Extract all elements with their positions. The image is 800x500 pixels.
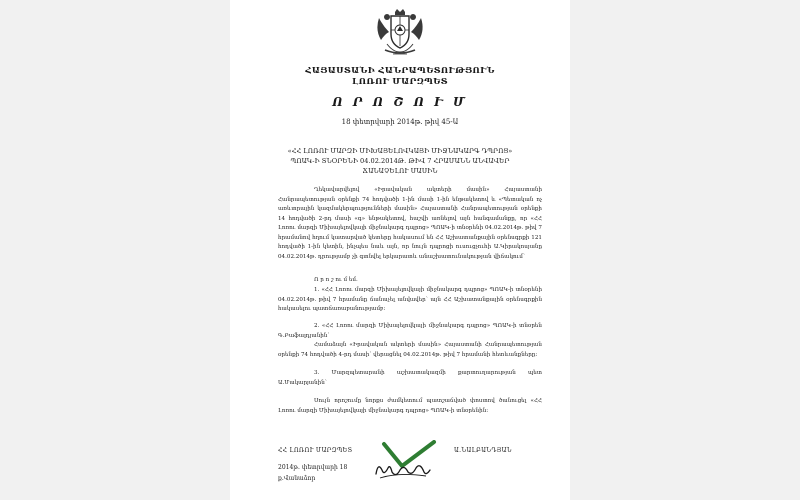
handwritten-signature [368, 440, 444, 482]
body-paragraph-decide: Ո ր ո շ ու մ եմ. [314, 277, 358, 283]
body-paragraph-item1: 1. «ՀՀ Լոռու մարզի Միխայելովկայի միջնակարգ դպրոց» ՊՈԱԿ-ի տնօրենի 04.02.2014թ. թիվ 7 հրամանը ճանաչել անվավեր՝ այն ՀՀ Աշխատանքային օրենսգրքին հակասելու պատճառաբանությամբ: [278, 287, 542, 312]
document-date-number: 18 փետրվարի 2014թ. թիվ 45-Ա [341, 118, 459, 126]
body-paragraph-item3: 3. Մարզպետարանի աշխատակազմի քարտուղարության պետ Ա.Մակարյանին՝ [278, 370, 542, 386]
body-paragraph-preamble: Ղեկավարվելով «Իրավական ակտերի մասին» Հայաստանի Հանրապետության օրենքի 74 հոդվածի 1-ին մասի 1-ին ենթակետով և «Պետական ոչ առևտրային կազմակերպությունների մասին» Հայաստանի Հանրապետության օրենքի 14 հոդվածի 2-րդ մասի «գ» ենթակետով, հաշվի առնելով այն հանգամանքը, որ «ՀՀ Լոռու մարզի Միխայելովկայի միջնակարգ դպրոց» ՊՈԱԿ-ի տնօրենի 04.02.2014թ. թիվ 7 հրամանով հղում կատարված կետերը հակասում են ՀՀ Աշխատանքային օրենսգրքի 121 հոդվածի 1-ին կետին, ինչպես նաև այն, որ նույն դպրոցի ուսուցչուհի Ա.Կիրակոսյանը 04.02.2014թ. դրությամբ չի գտնվել երկարատև անաշխատունակության վիճակում՝ [278, 187, 542, 260]
signature-place: ք.Վանաձոր [278, 475, 316, 482]
coat-of-arms-emblem [373, 8, 427, 58]
body-paragraph-item2-detail: Համաձայն «Իրավական ակտերի մասին» Հայաստանի Հանրապետության օրենքի 74 հոդվածի 4-րդ մասի՝ վերացնել 04.02.2014թ. թիվ 7 հրամանի հետևանքները: [278, 342, 542, 358]
org-name-line2: ԼՈՌՈՒ ՄԱՐԶՊԵՏ [352, 77, 448, 87]
org-name-line1: ՀԱՅԱՍՏԱՆԻ ՀԱՆՐԱՊԵՏՈՒԹՅՈՒՆ [305, 66, 495, 76]
body-paragraph-item2: 2. «ՀՀ Լոռու մարզի Միխայելովկայի միջնակարգ դպրոց» ՊՈԱԿ-ի տնօրեն Գ.Բաֆալդյանին՝ [278, 323, 542, 339]
subject-line1: «ՀՀ ԼՈՌՈՒ ՄԱՐԶԻ ՄԻԽԱՅԵԼՈՎԿԱՅԻ ՄԻՋՆԱԿԱՐԳ ԴՊՐՈՑ» [287, 147, 513, 155]
signer-name: Ա.ՆԱԼԲԱՆԴՅԱՆ [454, 447, 512, 454]
subject-line2: ՊՈԱԿ-Ի ՏՆՕՐԵՆԻ 04.02.2014Թ. ԹԻՎ 7 ՀՐԱՄԱՆՆ ԱՆՎԱՎԵՐ [290, 157, 510, 165]
body-paragraph-item3-detail: Սույն որոշումը նորքս ժամկետում պատշաճված փոստով ծանուցել «ՀՀ Լոռու մարզի Միխայելովկայի միջնակարգ դպրոց» ՊՈԱԿ-ի տնօրենին: [278, 398, 542, 414]
subject-line3: ՃԱՆԱՉԵԼՈՒ ՄԱՍԻՆ [362, 167, 438, 175]
document-title: Ո Ր Ո Շ Ո Ւ Մ [332, 95, 468, 109]
signature-date: 2014թ. փետրվարի 18 [278, 464, 348, 471]
signer-title: ՀՀ ԼՈՌՈՒ ՄԱՐԶՊԵՏ [278, 447, 353, 454]
